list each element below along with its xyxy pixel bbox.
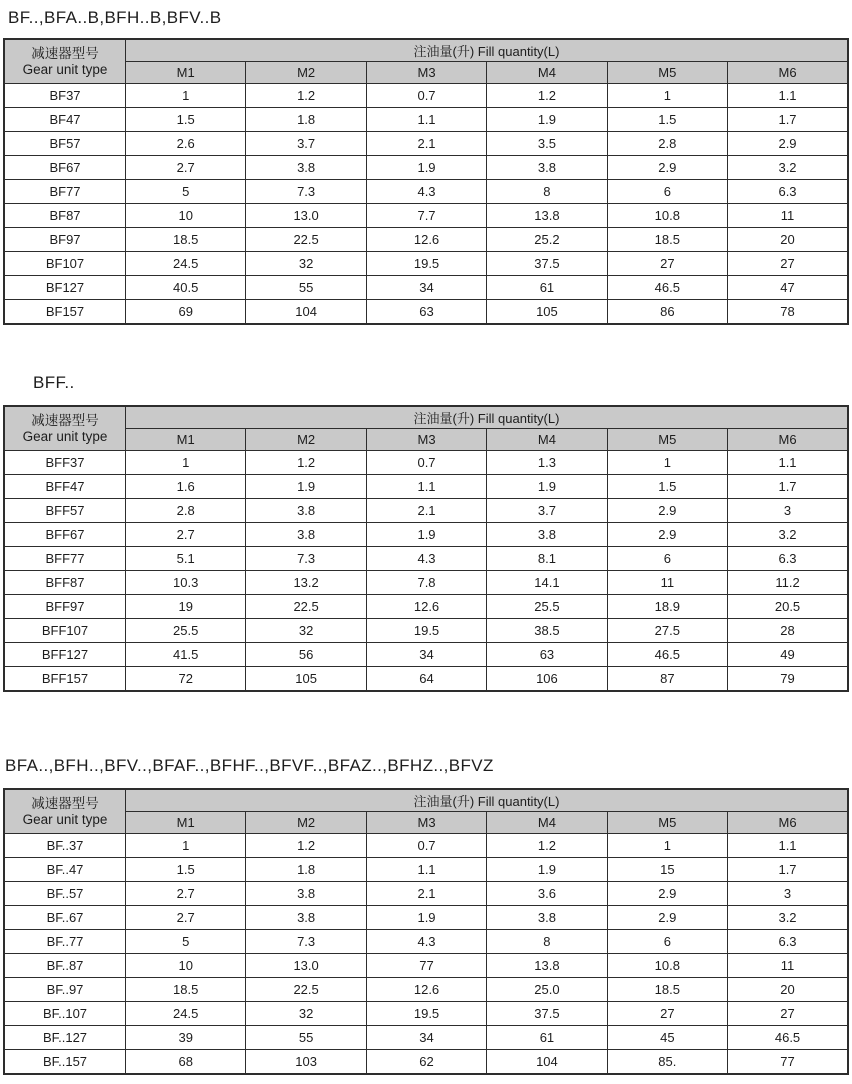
value-cell: 46.5 [607, 276, 727, 300]
value-cell: 11.2 [728, 571, 848, 595]
value-cell: 55 [246, 276, 366, 300]
table-row [4, 834, 848, 858]
value-cell: 27 [728, 1002, 848, 1026]
value-cell: 25.2 [487, 228, 607, 252]
column-header-m1: M1 [126, 429, 246, 451]
value-cell: 11 [728, 954, 848, 978]
value-cell: 27.5 [607, 619, 727, 643]
value-cell: 2.7 [126, 882, 246, 906]
fill-quantity-header: 注油量(升) Fill quantity(L) [126, 789, 849, 812]
model-cell: BF..97 [4, 978, 126, 1002]
gear-unit-type-en: Gear unit type [22, 811, 108, 827]
value-cell: 28 [728, 619, 848, 643]
value-cell: 1.9 [366, 156, 486, 180]
table-row [4, 523, 848, 547]
value-cell: 3.8 [246, 156, 366, 180]
gear-unit-type-en: Gear unit type [22, 428, 108, 444]
value-cell: 34 [366, 643, 486, 667]
value-cell: 18.5 [607, 228, 727, 252]
column-header-m5: M5 [607, 62, 727, 84]
value-cell: 19 [126, 595, 246, 619]
value-cell: 8.1 [487, 547, 607, 571]
value-cell: 13.8 [487, 204, 607, 228]
value-cell: 61 [487, 1026, 607, 1050]
table-row [4, 1026, 848, 1050]
gear-unit-type-cn: 减速器型号 [31, 45, 99, 61]
column-header-m5: M5 [607, 429, 727, 451]
value-cell: 27 [607, 1002, 727, 1026]
value-cell: 12.6 [366, 978, 486, 1002]
value-cell: 10 [126, 954, 246, 978]
model-cell: BFF107 [4, 619, 126, 643]
model-cell: BFF37 [4, 451, 126, 475]
value-cell: 19.5 [366, 1002, 486, 1026]
column-header-m6: M6 [728, 429, 848, 451]
table-row [4, 954, 848, 978]
value-cell: 7.7 [366, 204, 486, 228]
value-cell: 5 [126, 180, 246, 204]
value-cell: 7.8 [366, 571, 486, 595]
model-cell: BF..37 [4, 834, 126, 858]
value-cell: 8 [487, 930, 607, 954]
table-row [4, 132, 848, 156]
table-row [4, 1002, 848, 1026]
value-cell: 24.5 [126, 1002, 246, 1026]
value-cell: 1.2 [246, 84, 366, 108]
table-row [4, 643, 848, 667]
value-cell: 3.6 [487, 882, 607, 906]
value-cell: 34 [366, 1026, 486, 1050]
table-section-bfa-variants [3, 756, 849, 1075]
value-cell: 5.1 [126, 547, 246, 571]
model-cell: BFF67 [4, 523, 126, 547]
model-cell: BF127 [4, 276, 126, 300]
value-cell: 1.1 [366, 475, 486, 499]
value-cell: 106 [487, 667, 607, 692]
value-cell: 22.5 [246, 978, 366, 1002]
value-cell: 3 [728, 882, 848, 906]
value-cell: 77 [366, 954, 486, 978]
value-cell: 63 [487, 643, 607, 667]
value-cell: 2.9 [728, 132, 848, 156]
value-cell: 22.5 [246, 228, 366, 252]
value-cell: 12.6 [366, 228, 486, 252]
table-body [4, 834, 848, 1075]
model-cell: BFF47 [4, 475, 126, 499]
table-row [4, 108, 848, 132]
value-cell: 1.7 [728, 108, 848, 132]
value-cell: 4.3 [366, 930, 486, 954]
value-cell: 2.8 [607, 132, 727, 156]
value-cell: 32 [246, 619, 366, 643]
value-cell: 1.1 [366, 858, 486, 882]
table-row [4, 619, 848, 643]
value-cell: 2.7 [126, 156, 246, 180]
value-cell: 13.2 [246, 571, 366, 595]
model-cell: BF..77 [4, 930, 126, 954]
value-cell: 3 [728, 499, 848, 523]
table-row [4, 595, 848, 619]
value-cell: 37.5 [487, 252, 607, 276]
value-cell: 2.9 [607, 906, 727, 930]
value-cell: 2.1 [366, 132, 486, 156]
value-cell: 0.7 [366, 451, 486, 475]
model-cell: BF..47 [4, 858, 126, 882]
table-head [4, 406, 848, 451]
column-header-m4: M4 [487, 62, 607, 84]
value-cell: 38.5 [487, 619, 607, 643]
fill-quantity-table-bf [3, 38, 849, 325]
column-header-m3: M3 [366, 812, 486, 834]
value-cell: 6 [607, 930, 727, 954]
model-cell: BFF157 [4, 667, 126, 692]
value-cell: 19.5 [366, 252, 486, 276]
value-cell: 1.9 [487, 858, 607, 882]
value-cell: 72 [126, 667, 246, 692]
value-cell: 1.7 [728, 858, 848, 882]
model-cell: BF..157 [4, 1050, 126, 1075]
value-cell: 11 [728, 204, 848, 228]
table-row [4, 1050, 848, 1075]
table-row [4, 978, 848, 1002]
value-cell: 7.3 [246, 547, 366, 571]
value-cell: 40.5 [126, 276, 246, 300]
value-cell: 3.8 [246, 523, 366, 547]
model-cell: BF97 [4, 228, 126, 252]
value-cell: 1.5 [607, 475, 727, 499]
value-cell: 2.1 [366, 882, 486, 906]
value-cell: 7.3 [246, 930, 366, 954]
value-cell: 7.3 [246, 180, 366, 204]
value-cell: 1.1 [728, 84, 848, 108]
gear-unit-type-header [4, 406, 126, 451]
value-cell: 3.8 [487, 156, 607, 180]
value-cell: 0.7 [366, 84, 486, 108]
value-cell: 69 [126, 300, 246, 325]
table-row [4, 228, 848, 252]
table-row [4, 300, 848, 325]
value-cell: 2.8 [126, 499, 246, 523]
value-cell: 1.2 [487, 84, 607, 108]
model-cell: BFF127 [4, 643, 126, 667]
value-cell: 25.5 [487, 595, 607, 619]
value-cell: 1.5 [126, 108, 246, 132]
table-row [4, 156, 848, 180]
value-cell: 18.9 [607, 595, 727, 619]
table-body [4, 84, 848, 325]
value-cell: 78 [728, 300, 848, 325]
table-row [4, 276, 848, 300]
value-cell: 1.2 [246, 834, 366, 858]
value-cell: 37.5 [487, 1002, 607, 1026]
value-cell: 79 [728, 667, 848, 692]
fill-quantity-table-bff [3, 405, 849, 692]
value-cell: 61 [487, 276, 607, 300]
value-cell: 47 [728, 276, 848, 300]
model-cell: BF47 [4, 108, 126, 132]
value-cell: 1 [126, 451, 246, 475]
table-body [4, 451, 848, 692]
value-cell: 10.8 [607, 954, 727, 978]
value-cell: 32 [246, 252, 366, 276]
value-cell: 8 [487, 180, 607, 204]
value-cell: 1.5 [126, 858, 246, 882]
value-cell: 32 [246, 1002, 366, 1026]
value-cell: 87 [607, 667, 727, 692]
model-cell: BF..127 [4, 1026, 126, 1050]
gear-unit-type-en: Gear unit type [22, 61, 108, 77]
value-cell: 64 [366, 667, 486, 692]
model-cell: BF..107 [4, 1002, 126, 1026]
value-cell: 18.5 [607, 978, 727, 1002]
column-header-m6: M6 [728, 812, 848, 834]
value-cell: 1.9 [366, 906, 486, 930]
value-cell: 104 [487, 1050, 607, 1075]
model-cell: BF67 [4, 156, 126, 180]
table-row [4, 475, 848, 499]
value-cell: 1.8 [246, 108, 366, 132]
value-cell: 2.9 [607, 499, 727, 523]
value-cell: 1.2 [487, 834, 607, 858]
value-cell: 3.7 [246, 132, 366, 156]
column-header-m2: M2 [246, 812, 366, 834]
value-cell: 27 [607, 252, 727, 276]
value-cell: 2.9 [607, 882, 727, 906]
value-cell: 11 [607, 571, 727, 595]
value-cell: 77 [728, 1050, 848, 1075]
model-cell: BFF87 [4, 571, 126, 595]
column-header-m4: M4 [487, 429, 607, 451]
gear-unit-type-cn: 减速器型号 [31, 412, 99, 428]
value-cell: 1.1 [366, 108, 486, 132]
value-cell: 3.5 [487, 132, 607, 156]
value-cell: 1 [126, 84, 246, 108]
table-row [4, 252, 848, 276]
value-cell: 1 [126, 834, 246, 858]
value-cell: 1.9 [487, 475, 607, 499]
value-cell: 10 [126, 204, 246, 228]
value-cell: 62 [366, 1050, 486, 1075]
value-cell: 20.5 [728, 595, 848, 619]
value-cell: 41.5 [126, 643, 246, 667]
model-cell: BFF77 [4, 547, 126, 571]
value-cell: 12.6 [366, 595, 486, 619]
model-cell: BF37 [4, 84, 126, 108]
value-cell: 5 [126, 930, 246, 954]
table-row [4, 882, 848, 906]
value-cell: 3.8 [487, 906, 607, 930]
table-row [4, 547, 848, 571]
value-cell: 4.3 [366, 180, 486, 204]
model-cell: BF157 [4, 300, 126, 325]
value-cell: 1 [607, 834, 727, 858]
value-cell: 6 [607, 180, 727, 204]
value-cell: 68 [126, 1050, 246, 1075]
value-cell: 15 [607, 858, 727, 882]
column-header-m1: M1 [126, 62, 246, 84]
value-cell: 3.2 [728, 156, 848, 180]
table-row [4, 667, 848, 692]
model-cell: BFF97 [4, 595, 126, 619]
fill-quantity-header: 注油量(升) Fill quantity(L) [126, 406, 849, 429]
value-cell: 1.9 [487, 108, 607, 132]
value-cell: 3.8 [246, 499, 366, 523]
table-title-bfa-variants: BFA..,BFH..,BFV..,BFAF..,BFHF..,BFVF..,BFAZ..,BFHZ..,BFVZ [5, 756, 494, 775]
value-cell: 1.9 [366, 523, 486, 547]
value-cell: 1.1 [728, 451, 848, 475]
value-cell: 3.8 [487, 523, 607, 547]
table-section-bf [3, 8, 849, 325]
value-cell: 2.6 [126, 132, 246, 156]
value-cell: 6.3 [728, 930, 848, 954]
value-cell: 13.0 [246, 954, 366, 978]
value-cell: 27 [728, 252, 848, 276]
value-cell: 25.5 [126, 619, 246, 643]
value-cell: 63 [366, 300, 486, 325]
table-row [4, 571, 848, 595]
value-cell: 86 [607, 300, 727, 325]
column-header-m2: M2 [246, 62, 366, 84]
fill-quantity-header: 注油量(升) Fill quantity(L) [126, 39, 849, 62]
table-title-bf: BF..,BFA..B,BFH..B,BFV..B [8, 8, 222, 27]
value-cell: 46.5 [607, 643, 727, 667]
value-cell: 20 [728, 978, 848, 1002]
value-cell: 2.9 [607, 523, 727, 547]
value-cell: 22.5 [246, 595, 366, 619]
value-cell: 18.5 [126, 978, 246, 1002]
value-cell: 25.0 [487, 978, 607, 1002]
value-cell: 1.7 [728, 475, 848, 499]
value-cell: 6.3 [728, 547, 848, 571]
value-cell: 1 [607, 451, 727, 475]
value-cell: 104 [246, 300, 366, 325]
column-header-m2: M2 [246, 429, 366, 451]
value-cell: 105 [246, 667, 366, 692]
column-header-m4: M4 [487, 812, 607, 834]
value-cell: 39 [126, 1026, 246, 1050]
value-cell: 10.3 [126, 571, 246, 595]
value-cell: 103 [246, 1050, 366, 1075]
value-cell: 6 [607, 547, 727, 571]
value-cell: 55 [246, 1026, 366, 1050]
table-row [4, 906, 848, 930]
table-row [4, 84, 848, 108]
value-cell: 3.2 [728, 906, 848, 930]
value-cell: 19.5 [366, 619, 486, 643]
value-cell: 49 [728, 643, 848, 667]
gear-unit-type-header [4, 39, 126, 84]
model-cell: BF..87 [4, 954, 126, 978]
value-cell: 3.8 [246, 882, 366, 906]
model-cell: BF107 [4, 252, 126, 276]
table-row [4, 180, 848, 204]
column-header-m3: M3 [366, 429, 486, 451]
value-cell: 2.9 [607, 156, 727, 180]
value-cell: 20 [728, 228, 848, 252]
value-cell: 2.7 [126, 523, 246, 547]
value-cell: 46.5 [728, 1026, 848, 1050]
value-cell: 3.8 [246, 906, 366, 930]
value-cell: 2.7 [126, 906, 246, 930]
gear-unit-type-header [4, 789, 126, 834]
value-cell: 13.8 [487, 954, 607, 978]
gear-unit-type-cn: 减速器型号 [31, 795, 99, 811]
fill-quantity-table-bfa-variants [3, 788, 849, 1075]
table-row [4, 499, 848, 523]
table-section-bff [3, 373, 849, 692]
value-cell: 105 [487, 300, 607, 325]
value-cell: 24.5 [126, 252, 246, 276]
table-row [4, 930, 848, 954]
value-cell: 10.8 [607, 204, 727, 228]
table-head [4, 39, 848, 84]
model-cell: BF..67 [4, 906, 126, 930]
value-cell: 18.5 [126, 228, 246, 252]
value-cell: 1.6 [126, 475, 246, 499]
table-row [4, 204, 848, 228]
value-cell: 2.1 [366, 499, 486, 523]
value-cell: 56 [246, 643, 366, 667]
model-cell: BF57 [4, 132, 126, 156]
table-row [4, 451, 848, 475]
value-cell: 4.3 [366, 547, 486, 571]
table-title-bff: BFF.. [33, 373, 75, 392]
value-cell: 1.8 [246, 858, 366, 882]
column-header-m3: M3 [366, 62, 486, 84]
value-cell: 6.3 [728, 180, 848, 204]
value-cell: 3.7 [487, 499, 607, 523]
value-cell: 1.1 [728, 834, 848, 858]
value-cell: 3.2 [728, 523, 848, 547]
model-cell: BF..57 [4, 882, 126, 906]
column-header-m1: M1 [126, 812, 246, 834]
value-cell: 1 [607, 84, 727, 108]
table-head [4, 789, 848, 834]
table-row [4, 858, 848, 882]
model-cell: BFF57 [4, 499, 126, 523]
column-header-m6: M6 [728, 62, 848, 84]
value-cell: 13.0 [246, 204, 366, 228]
value-cell: 85. [607, 1050, 727, 1075]
value-cell: 14.1 [487, 571, 607, 595]
model-cell: BF77 [4, 180, 126, 204]
value-cell: 1.9 [246, 475, 366, 499]
value-cell: 1.2 [246, 451, 366, 475]
value-cell: 0.7 [366, 834, 486, 858]
value-cell: 1.3 [487, 451, 607, 475]
model-cell: BF87 [4, 204, 126, 228]
value-cell: 1.5 [607, 108, 727, 132]
value-cell: 45 [607, 1026, 727, 1050]
value-cell: 34 [366, 276, 486, 300]
column-header-m5: M5 [607, 812, 727, 834]
